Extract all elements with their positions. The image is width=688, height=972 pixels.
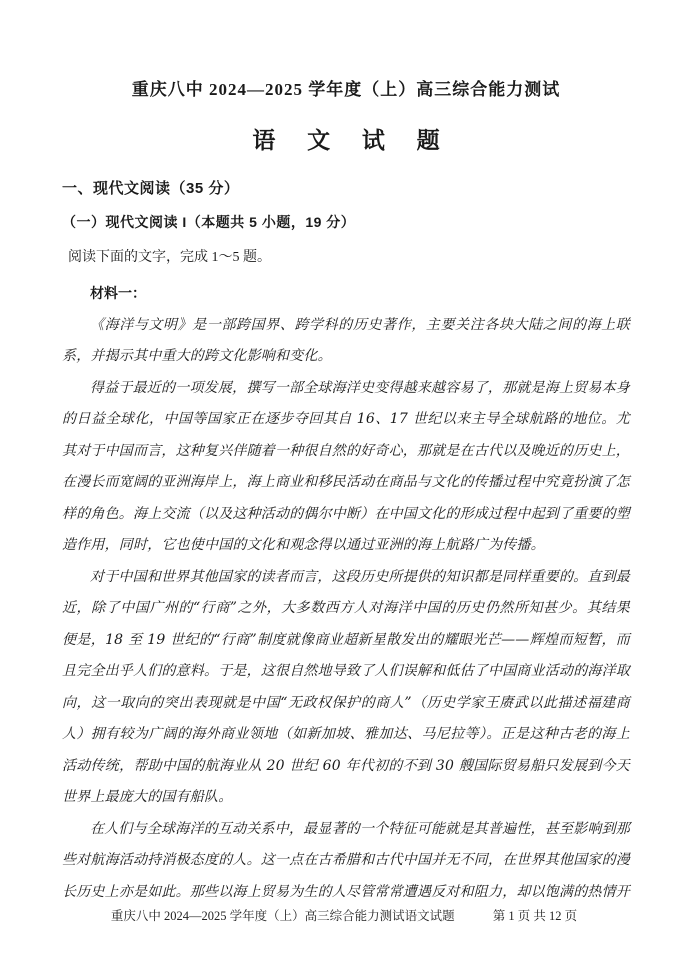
footer-page-number: 第 1 页 共 12 页 (492, 909, 578, 923)
material-one-body (62, 310, 630, 909)
paragraph: 在人们与全球海洋的互动关系中，最显著的一个特征可能就是其普遍性，甚至影响到那些对航海活动持消极态度的人。这一点在古希腊和古代中国并无不同，在世界其他国家的漫长历史上亦是如此。那些以海上贸易为生的人尽管常常遭遇反对和阻力，却以饱满的热情开 (62, 820, 630, 900)
exam-title: 重庆八中 2024—2025 学年度（上）高三综合能力测试 (131, 80, 561, 99)
subsection-heading-reading-1: （一）现代文阅读 I（本题共 5 小题，19 分） (62, 214, 356, 231)
paragraph: 对于中国和世界其他国家的读者而言，这段历史所提供的知识都是同样重要的。直到最近，除了中国广州的“行商”之外，大多数西方人对海洋中国的历史仍然所知甚少。其结果便是，18 至 19 世纪的“行商”制度就像商业超新星散发出的耀眼光芒——辉煌而短暂，而且完全出乎人们的意料。于是，这很自然地导致了人们误解和低估了中国商业活动的海洋取向，这一取向的突出表现就是中国“无政权保护的商人”（历史学家王赓武以此描述福建商人）拥有较为广阔的海外商业领地（如新加坡、雅加达、马尼拉等）。正是这种古老的海上活动传统，帮助中国的航海业从 20 世纪 60 年代初的不到 30 艘国际贸易船只发展到今天世界上最庞大的国有船队。 (62, 568, 630, 806)
page-footer (0, 906, 688, 924)
section-heading-modern-reading: 一、现代文阅读（35 分） (62, 180, 240, 198)
reading-instruction: 阅读下面的文字，完成 1～5 题。 (68, 250, 271, 266)
footer-exam-title: 重庆八中 2024—2025 学年度（上）高三综合能力测试语文试题 (110, 909, 455, 923)
paragraph: 《海洋与文明》是一部跨国界、跨学科的历史著作，主要关注各块大陆之间的海上联系，并揭示其中重大的跨文化影响和变化。 (62, 316, 630, 365)
subject-title: 语 文 试 题 (252, 128, 453, 154)
material-one-label: 材料一： (90, 285, 146, 302)
paragraph: 得益于最近的一项发展，撰写一部全球海洋史变得越来越容易了，那就是海上贸易本身的日益全球化，中国等国家正在逐步夺回其自 16、17 世纪以来主导全球航路的地位。尤其对于中国而言，这种复兴伴随着一种很自然的好奇心，那就是在古代以及晚近的历史上，在漫长而宽阔的亚洲海岸上，海上商业和移民活动在商品与文化的传播过程中究竟扮演了怎样的角色。海上交流（以及这种活动的偶尔中断）在中国文化的形成过程中起到了重要的塑造作用，同时，它也使中国的文化和观念得以通过亚洲的海上航路广为传播。 (62, 379, 630, 554)
